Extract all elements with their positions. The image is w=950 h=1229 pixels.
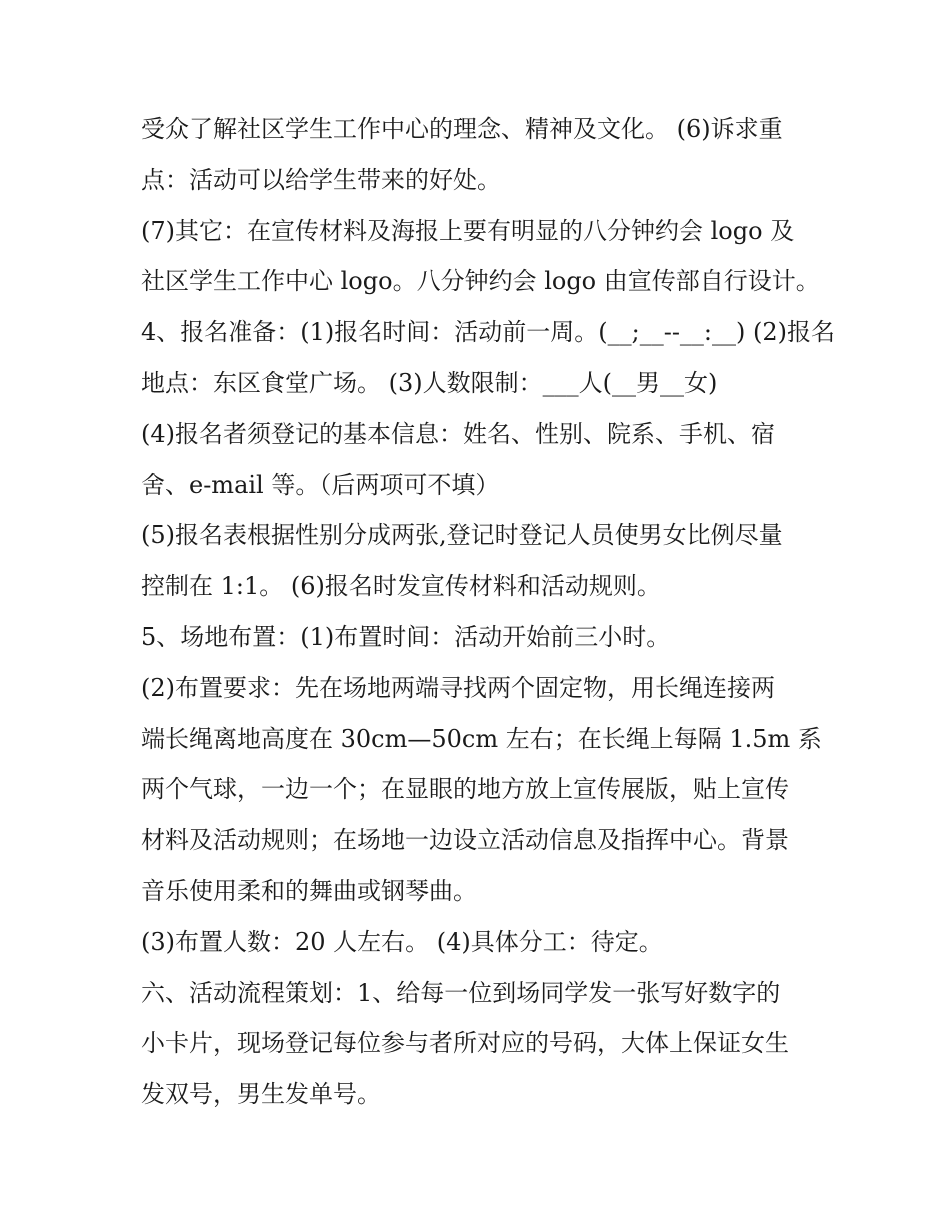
text-line: (3)布置人数：20 人左右。 (4)具体分工：待定。 (141, 927, 663, 956)
text-line: 4、报名准备：(1)报名时间：活动前一周。(__;__--__:__) (2)报名 (141, 318, 836, 347)
text-line: 受众了解社区学生工作中心的理念、精神及文化。 (6)诉求重 (141, 115, 783, 143)
text-line: 5、场地布置：(1)布置时间：活动开始前三小时。 (141, 622, 671, 651)
text-line: 两个气球，一边一个；在显眼的地方放上宣传展版，贴上宣传 (141, 775, 789, 804)
text-line: 点：活动可以给学生带来的好处。 (141, 165, 501, 194)
text-line: (4)报名者须登记的基本信息：姓名、性别、院系、手机、宿 (141, 419, 775, 448)
text-line: 舍、e-mail 等。（后两项可不填） (141, 470, 500, 499)
text-line: (2)布置要求：先在场地两端寻找两个固定物，用长绳连接两 (141, 673, 775, 702)
document-body (141, 104, 836, 1120)
text-line: 发双号，男生发单号。 (141, 1080, 381, 1109)
text-line: 音乐使用柔和的舞曲或钢琴曲。 (141, 876, 477, 905)
text-line: (7)其它：在宣传材料及海报上要有明显的八分钟约会 logo 及 (141, 216, 795, 245)
text-line: (5)报名表根据性别分成两张,登记时登记人员使男女比例尽量 (141, 521, 783, 550)
text-line: 小卡片，现场登记每位参与者所对应的号码，大体上保证女生 (141, 1029, 789, 1058)
text-line: 社区学生工作中心 logo。八分钟约会 logo 由宣传部自行设计。 (141, 267, 820, 296)
text-line: 控制在 1:1。 (6)报名时发宣传材料和活动规则。 (141, 572, 661, 601)
text-line: 六、活动流程策划：1、给每一位到场同学发一张写好数字的 (141, 978, 781, 1007)
text-line: 端长绳离地高度在 30cm—50cm 左右；在长绳上每隔 1.5m 系 (141, 724, 822, 753)
text-line: 材料及活动规则；在场地一边设立活动信息及指挥中心。背景 (141, 826, 789, 855)
text-line: 地点：东区食堂广场。 (3)人数限制：___人(__男__女) (141, 368, 718, 397)
